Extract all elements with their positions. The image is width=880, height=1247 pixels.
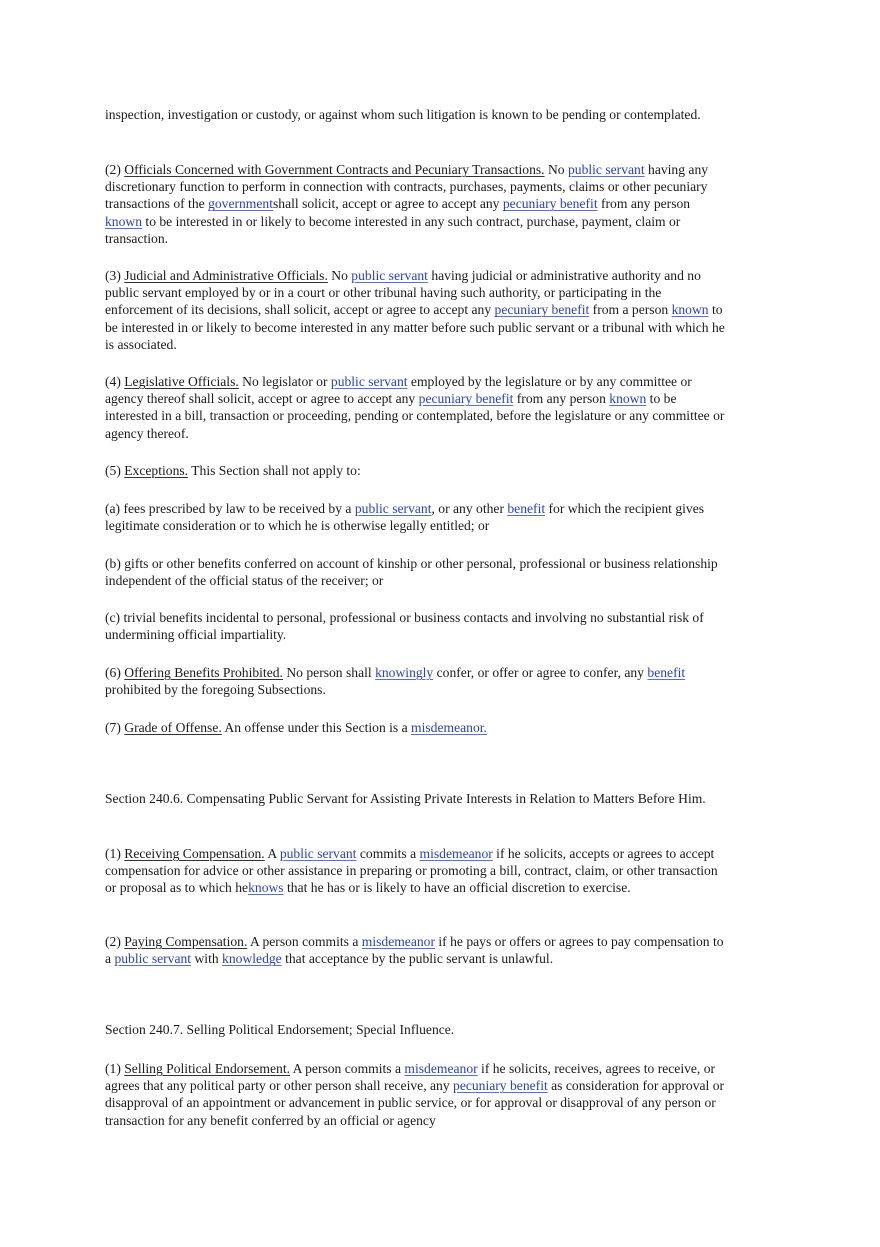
text-run: No xyxy=(327,268,352,283)
text-run: (2) xyxy=(105,934,125,949)
paragraph-240-7-subsection-1 xyxy=(105,1060,725,1129)
defined-term-link: misdemeanor xyxy=(361,934,435,949)
defined-term-link: public servant xyxy=(114,951,192,967)
text-run: confer, or offer or agree to confer, any xyxy=(433,665,648,680)
text-run: This Section shall not apply to: xyxy=(188,463,361,478)
text-run: from a person xyxy=(589,302,672,318)
subsection-title: Selling Political Endorsement. xyxy=(124,1061,290,1076)
defined-term-link: misdemeanor xyxy=(404,1061,478,1076)
text-run: if he solicits, receives, agrees to receive, or agrees that any political party or other person shall receive, any xyxy=(105,1061,716,1094)
text-run: for which the recipient gives legitimate consideration or to which he is otherwise legally entitled; or xyxy=(105,501,705,534)
text-run: Section 240.7. Selling Political Endorsement; Special Influence. xyxy=(105,1022,455,1037)
paragraph-subsection-7 xyxy=(105,719,725,736)
paragraph-subsection-3 xyxy=(105,267,725,353)
text-run: with xyxy=(191,951,223,967)
text-run: A person commits a xyxy=(247,934,362,949)
defined-term-link: pecuniary benefit xyxy=(494,302,590,318)
text-run: from any person xyxy=(513,391,610,407)
paragraph-subsection-4 xyxy=(105,373,725,442)
defined-term-link: knows xyxy=(248,880,284,896)
paragraph-subsection-6 xyxy=(105,664,725,698)
defined-term-link: pecuniary benefit xyxy=(418,391,514,407)
text-run: commits a xyxy=(356,846,420,861)
defined-term-link: misdemeanor. xyxy=(411,720,487,735)
text-run: as consideration for approval or disapproval of an appointment or advancement in public service, or for approval or disapproval of any person or transaction for any benefit conferred by an official or agency xyxy=(105,1078,725,1128)
defined-term-link: known xyxy=(671,302,709,318)
text-run: (1) xyxy=(105,1061,125,1076)
text-run: (b) gifts or other benefits conferred on account of kinship or other personal, professional or business relationship independent of the official status of the receiver; or xyxy=(105,556,718,589)
text-run: having judicial or administrative authority and no public servant employed by or in a court or other tribunal having such authority, or participating in the enforcement of its decisions, shall solicit, accept or agree to accept any xyxy=(105,268,701,318)
text-run: (2) xyxy=(105,162,125,177)
text-run: having any discretionary function to perform in connection with contracts, purchases, payments, claims or other pecuniary transactions of the xyxy=(105,162,709,212)
text-run: A xyxy=(264,846,280,861)
paragraph-240-6-subsection-1 xyxy=(105,845,725,897)
text-run: (4) xyxy=(105,374,125,389)
subsection-title: Receiving Compensation. xyxy=(124,846,265,861)
subsection-title: Legislative Officials. xyxy=(124,374,239,389)
text-run: that he has or is likely to have an official discretion to exercise. xyxy=(283,880,631,896)
text-run: (3) xyxy=(105,268,125,283)
text-run: inspection, investigation or custody, or against whom such litigation is known to be pending or contemplated. xyxy=(105,107,701,122)
defined-term-link: public servant xyxy=(330,374,408,389)
text-run: (6) xyxy=(105,665,125,680)
section-heading-240-7 xyxy=(105,1021,725,1038)
subsection-title: Grade of Offense. xyxy=(124,720,222,735)
defined-term-link: misdemeanor xyxy=(419,846,493,861)
defined-term-link: knowledge xyxy=(222,951,282,967)
text-run: (1) xyxy=(105,846,125,861)
defined-term-link: government xyxy=(208,196,273,212)
defined-term-link: public servant xyxy=(351,268,428,283)
subsection-title: Offering Benefits Prohibited. xyxy=(124,665,283,680)
text-run: to be interested in or likely to become interested in any such contract, purchase, payment, claim or transaction. xyxy=(105,213,681,246)
defined-term-link: public servant xyxy=(567,162,645,177)
defined-term-link: pecuniary benefit xyxy=(502,196,598,212)
text-run: A person commits a xyxy=(290,1061,405,1076)
text-run: to be interested in a bill, transaction or proceeding, pending or contemplated, before the legislature or any committee or agency thereof. xyxy=(105,391,725,441)
text-run: No person shall xyxy=(282,665,376,680)
text-run: Section 240.6. Compensating Public Servant for Assisting Private Interests in Relation to Matters Before Him. xyxy=(105,791,706,806)
text-run: shall solicit, accept or agree to accept any xyxy=(273,196,503,212)
defined-term-link: known xyxy=(105,213,143,229)
text-run: if he solicits, accepts or agrees to accept compensation for advice or other assistance in preparing or promoting a bill, contract, claim, or other transaction or proposal as to which he xyxy=(105,846,718,896)
defined-term-link: knowingly xyxy=(375,665,434,680)
subsection-title: Judicial and Administrative Officials. xyxy=(124,268,328,283)
defined-term-link: benefit xyxy=(507,501,546,516)
text-run: No xyxy=(544,162,568,177)
text-run: from any person xyxy=(597,196,691,212)
paragraph-exception-c xyxy=(105,609,725,643)
text-run: if he pays or offers or agrees to pay compensation to a xyxy=(105,934,724,967)
text-run: employed by the legislature or by any committee or agency thereof shall solicit, accept or agree to accept any xyxy=(105,374,692,407)
paragraph-continuation xyxy=(105,106,725,123)
text-run: No legislator or xyxy=(238,374,331,389)
subsection-title: Exceptions. xyxy=(124,463,189,478)
text-run: (a) fees prescribed by law to be received by a xyxy=(105,501,355,516)
text-run: to be interested in or likely to become interested in any matter before such public servant or a tribunal with which he is associated. xyxy=(105,302,725,352)
subsection-title: Paying Compensation. xyxy=(124,934,248,949)
defined-term-link: public servant xyxy=(279,846,357,861)
text-run: , or any other xyxy=(431,501,508,516)
subsection-title: Officials Concerned with Government Contracts and Pecuniary Transactions. xyxy=(124,162,545,177)
paragraph-exception-b xyxy=(105,555,725,589)
defined-term-link: benefit xyxy=(647,665,686,680)
paragraph-240-6-subsection-2 xyxy=(105,933,725,967)
section-heading-240-6 xyxy=(105,790,725,807)
text-run: (5) xyxy=(105,463,125,478)
paragraph-subsection-2 xyxy=(105,161,725,247)
text-run: (7) xyxy=(105,720,125,735)
defined-term-link: public servant xyxy=(354,501,432,516)
defined-term-link: known xyxy=(609,391,647,407)
text-run: (c) trivial benefits incidental to personal, professional or business contacts and involving no substantial risk of undermining official impartiality. xyxy=(105,610,704,643)
text-run: prohibited by the foregoing Subsections. xyxy=(105,682,326,698)
paragraph-exception-a xyxy=(105,500,725,534)
text-run: that acceptance by the public servant is unlawful. xyxy=(281,951,554,967)
text-run: An offense under this Section is a xyxy=(221,720,412,735)
defined-term-link: pecuniary benefit xyxy=(453,1078,548,1094)
paragraph-subsection-5 xyxy=(105,462,725,479)
